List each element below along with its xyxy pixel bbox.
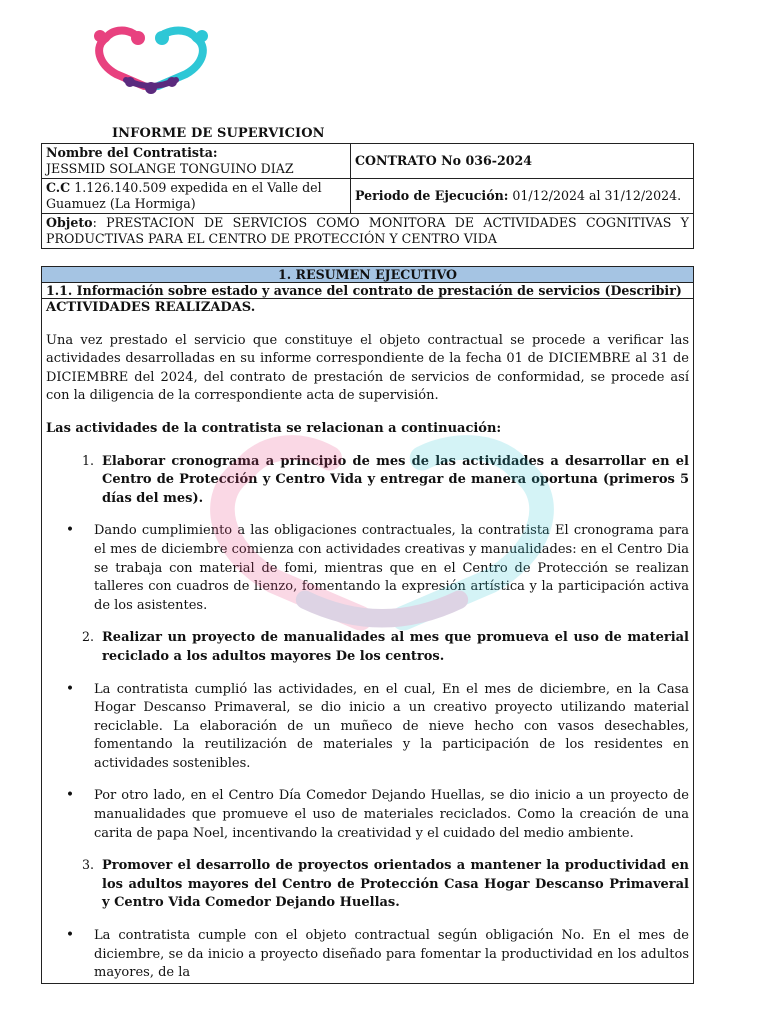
id-label: C.C: [46, 180, 71, 195]
obligation-text: Realizar un proyecto de manualidades al mes que promueva el uso de material reciclado a los adultos mayores De los centros.: [102, 630, 689, 664]
activities-body: [42, 299, 694, 984]
bullet-item: [46, 681, 689, 774]
bullet-text: Por otro lado, en el Centro Día Comedor Dejando Huellas, se dio inicio a un proyecto de manualidades que promueve el uso de materiales reciclados. Como la creación de una carita de papa Noel, incentivando la creatividad y el cuidado del medio ambiente.: [94, 788, 689, 841]
contractor-label: Nombre del Contratista:: [46, 145, 218, 160]
obligation-item: [46, 857, 689, 913]
obligation-text: Promover el desarrollo de proyectos orientados a mantener la productividad en los adultos mayores del Centro de Protección Casa Hogar Descanso Primaveral y Centro Vida Comedor Dejando Huellas.: [102, 858, 689, 911]
obligation-item: [46, 629, 689, 666]
bullet-text: La contratista cumple con el objeto contractual según obligación No. En el mes de diciembre, se da inicio a proyecto diseñado para fomentar la productividad en los adultos mayores, de la: [94, 928, 689, 981]
obligation-number: 1.: [81, 452, 94, 468]
bullet-item: [46, 787, 689, 843]
section-header: 1. RESUMEN EJECUTIVO: [42, 267, 694, 283]
obligation-text: Elaborar cronograma a principio de mes de las actividades a desarrollar en el Centro de Protección y Centro Vida y entregar de manera oportuna (primeros 5 días del mes).: [102, 453, 689, 506]
intro-paragraph: Una vez prestado el servicio que constituye el objeto contractual se procede a verificar las actividades desarrolladas en su informe correspondiente de la fecha 01 de DICIEMBRE al 31 de DICIEMBRE del 2024, del contrato de prestación de servicios de conformidad, se procede así con la diligencia de la correspondiente acta de supervisión.: [46, 332, 689, 404]
bullet-icon: •: [65, 522, 75, 539]
id-cell: [42, 179, 351, 214]
bullet-text: La contratista cumplió las actividades, en el cual, En el mes de diciembre, en la Casa Hogar Descanso Primaveral, se dio inicio a un creativo proyecto utilizando material reciclable. La elaboración de un muñeco de nieve hecho con vasos desechables, fomentando la reutilización de materiales y la participación de los residentes en actividades sostenibles.: [94, 681, 689, 771]
object-label: Objeto: [46, 215, 93, 230]
bullet-text: Dando cumplimiento a las obligaciones contractuales, la contratista El cronograma para el mes de diciembre comienza con actividades creativas y manualidades: en el Centro Dia se trabaja con material de fomi, mientras que en el Centro de Protección se realizan talleres con cuadros de lienzo, fomentando la expresión artística y la participación activa de los asistentes.: [94, 523, 689, 613]
report-title: INFORME DE SUPERVICION: [112, 126, 325, 141]
obligation-number: 3.: [81, 857, 94, 873]
organization-logo: [86, 18, 216, 96]
bullet-icon: •: [65, 680, 75, 697]
contract-number: CONTRATO No 036-2024: [351, 144, 694, 179]
activities-title: ACTIVIDADES REALIZADAS.: [46, 300, 256, 315]
activities-relation: Las actividades de la contratista se relacionan a continuación:: [46, 420, 502, 436]
bullet-item: [46, 522, 689, 615]
bullet-item: [46, 927, 689, 983]
object-value: : PRESTACION DE SERVICIOS COMO MONITORA DE ACTIVIDADES COGNITIVAS Y PRODUCTIVAS PARA EL CENTRO DE PROTECCIÓN Y CENTRO VIDA: [46, 215, 689, 246]
executive-summary-table: [41, 266, 694, 984]
period-cell: [351, 179, 694, 214]
id-value: 1.126.140.509 expedida en el Valle del Guamuez (La Hormiga): [46, 180, 322, 211]
bullet-icon: •: [65, 927, 75, 944]
contract-info-table: [41, 143, 694, 249]
contractor-name: JESSMID SOLANGE TONGUINO DIAZ: [46, 161, 294, 176]
contractor-cell: [42, 144, 351, 179]
obligation-item: [46, 453, 689, 509]
period-value: 01/12/2024 al 31/12/2024.: [508, 188, 682, 203]
obligation-number: 2.: [81, 629, 94, 645]
period-label: Periodo de Ejecución:: [355, 188, 509, 203]
section-subheader: 1.1. Información sobre estado y avance del contrato de prestación de servicios (Describir): [42, 283, 694, 299]
object-cell: [42, 214, 694, 249]
bullet-icon: •: [65, 787, 75, 804]
